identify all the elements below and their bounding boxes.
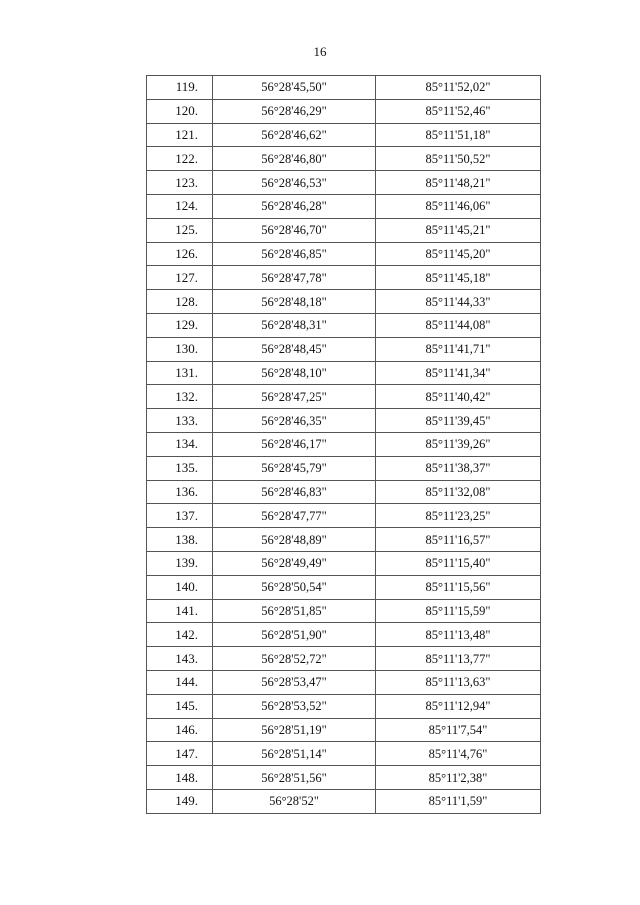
point-number-cell: 138. (147, 528, 213, 552)
latitude-cell: 56°28'46,17" (213, 432, 376, 456)
point-number-cell: 137. (147, 504, 213, 528)
longitude-cell: 85°11'50,52" (376, 147, 541, 171)
point-number-cell: 149. (147, 789, 213, 813)
point-number-cell: 148. (147, 766, 213, 790)
longitude-cell: 85°11'45,21" (376, 218, 541, 242)
latitude-cell: 56°28'47,78" (213, 266, 376, 290)
point-number-cell: 144. (147, 670, 213, 694)
table-row (147, 290, 541, 314)
longitude-cell: 85°11'51,18" (376, 123, 541, 147)
latitude-cell: 56°28'45,50" (213, 76, 376, 100)
latitude-cell: 56°28'49,49" (213, 551, 376, 575)
longitude-cell: 85°11'41,71" (376, 337, 541, 361)
table-row (147, 171, 541, 195)
point-number-cell: 135. (147, 456, 213, 480)
latitude-cell: 56°28'52,72" (213, 647, 376, 671)
latitude-cell: 56°28'48,89" (213, 528, 376, 552)
latitude-cell: 56°28'48,10" (213, 361, 376, 385)
table-row (147, 551, 541, 575)
latitude-cell: 56°28'46,35" (213, 409, 376, 433)
point-number-cell: 125. (147, 218, 213, 242)
latitude-cell: 56°28'53,52" (213, 694, 376, 718)
longitude-cell: 85°11'38,37" (376, 456, 541, 480)
point-number-cell: 131. (147, 361, 213, 385)
point-number-cell: 126. (147, 242, 213, 266)
point-number-cell: 136. (147, 480, 213, 504)
longitude-cell: 85°11'15,59" (376, 599, 541, 623)
latitude-cell: 56°28'51,19" (213, 718, 376, 742)
table-row (147, 123, 541, 147)
table-row (147, 599, 541, 623)
latitude-cell: 56°28'51,85" (213, 599, 376, 623)
table-row (147, 147, 541, 171)
table-row (147, 575, 541, 599)
table-row (147, 218, 541, 242)
point-number-cell: 132. (147, 385, 213, 409)
longitude-cell: 85°11'4,76" (376, 742, 541, 766)
point-number-cell: 143. (147, 647, 213, 671)
latitude-cell: 56°28'48,18" (213, 290, 376, 314)
point-number-cell: 142. (147, 623, 213, 647)
table-row (147, 194, 541, 218)
table-row (147, 504, 541, 528)
table-row (147, 766, 541, 790)
point-number-cell: 134. (147, 432, 213, 456)
longitude-cell: 85°11'39,26" (376, 432, 541, 456)
point-number-cell: 124. (147, 194, 213, 218)
table-row (147, 456, 541, 480)
longitude-cell: 85°11'32,08" (376, 480, 541, 504)
table-row (147, 528, 541, 552)
latitude-cell: 56°28'50,54" (213, 575, 376, 599)
latitude-cell: 56°28'52" (213, 789, 376, 813)
latitude-cell: 56°28'47,25" (213, 385, 376, 409)
longitude-cell: 85°11'13,63" (376, 670, 541, 694)
longitude-cell: 85°11'48,21" (376, 171, 541, 195)
latitude-cell: 56°28'46,28" (213, 194, 376, 218)
longitude-cell: 85°11'41,34" (376, 361, 541, 385)
longitude-cell: 85°11'40,42" (376, 385, 541, 409)
table-row (147, 242, 541, 266)
point-number-cell: 120. (147, 99, 213, 123)
longitude-cell: 85°11'39,45" (376, 409, 541, 433)
latitude-cell: 56°28'45,79" (213, 456, 376, 480)
longitude-cell: 85°11'2,38" (376, 766, 541, 790)
latitude-cell: 56°28'46,70" (213, 218, 376, 242)
coordinates-table (146, 75, 541, 814)
latitude-cell: 56°28'47,77" (213, 504, 376, 528)
table-row (147, 337, 541, 361)
table-row (147, 742, 541, 766)
point-number-cell: 146. (147, 718, 213, 742)
longitude-cell: 85°11'13,77" (376, 647, 541, 671)
point-number-cell: 147. (147, 742, 213, 766)
table-row (147, 76, 541, 100)
longitude-cell: 85°11'52,46" (376, 99, 541, 123)
latitude-cell: 56°28'46,62" (213, 123, 376, 147)
table-row (147, 670, 541, 694)
table-row (147, 789, 541, 813)
longitude-cell: 85°11'44,08" (376, 313, 541, 337)
point-number-cell: 141. (147, 599, 213, 623)
longitude-cell: 85°11'12,94" (376, 694, 541, 718)
latitude-cell: 56°28'46,53" (213, 171, 376, 195)
point-number-cell: 139. (147, 551, 213, 575)
longitude-cell: 85°11'45,20" (376, 242, 541, 266)
latitude-cell: 56°28'51,14" (213, 742, 376, 766)
point-number-cell: 122. (147, 147, 213, 171)
table-row (147, 718, 541, 742)
point-number-cell: 140. (147, 575, 213, 599)
latitude-cell: 56°28'53,47" (213, 670, 376, 694)
point-number-cell: 128. (147, 290, 213, 314)
table-row (147, 432, 541, 456)
table-row (147, 647, 541, 671)
latitude-cell: 56°28'46,80" (213, 147, 376, 171)
longitude-cell: 85°11'13,48" (376, 623, 541, 647)
table-row (147, 385, 541, 409)
latitude-cell: 56°28'51,90" (213, 623, 376, 647)
latitude-cell: 56°28'46,29" (213, 99, 376, 123)
table-row (147, 409, 541, 433)
longitude-cell: 85°11'44,33" (376, 290, 541, 314)
longitude-cell: 85°11'52,02" (376, 76, 541, 100)
page-number: 16 (313, 44, 327, 59)
point-number-cell: 133. (147, 409, 213, 433)
point-number-cell: 130. (147, 337, 213, 361)
longitude-cell: 85°11'7,54" (376, 718, 541, 742)
point-number-cell: 119. (147, 76, 213, 100)
latitude-cell: 56°28'46,83" (213, 480, 376, 504)
latitude-cell: 56°28'48,45" (213, 337, 376, 361)
point-number-cell: 121. (147, 123, 213, 147)
longitude-cell: 85°11'46,06" (376, 194, 541, 218)
longitude-cell: 85°11'16,57" (376, 528, 541, 552)
longitude-cell: 85°11'23,25" (376, 504, 541, 528)
table-row (147, 266, 541, 290)
latitude-cell: 56°28'48,31" (213, 313, 376, 337)
table-row (147, 313, 541, 337)
point-number-cell: 145. (147, 694, 213, 718)
point-number-cell: 123. (147, 171, 213, 195)
table-row (147, 623, 541, 647)
table-row (147, 361, 541, 385)
point-number-cell: 127. (147, 266, 213, 290)
longitude-cell: 85°11'15,40" (376, 551, 541, 575)
longitude-cell: 85°11'15,56" (376, 575, 541, 599)
table-row (147, 480, 541, 504)
coordinates-table-body (147, 76, 541, 814)
latitude-cell: 56°28'46,85" (213, 242, 376, 266)
table-row (147, 694, 541, 718)
point-number-cell: 129. (147, 313, 213, 337)
table-row (147, 99, 541, 123)
longitude-cell: 85°11'1,59" (376, 789, 541, 813)
latitude-cell: 56°28'51,56" (213, 766, 376, 790)
longitude-cell: 85°11'45,18" (376, 266, 541, 290)
